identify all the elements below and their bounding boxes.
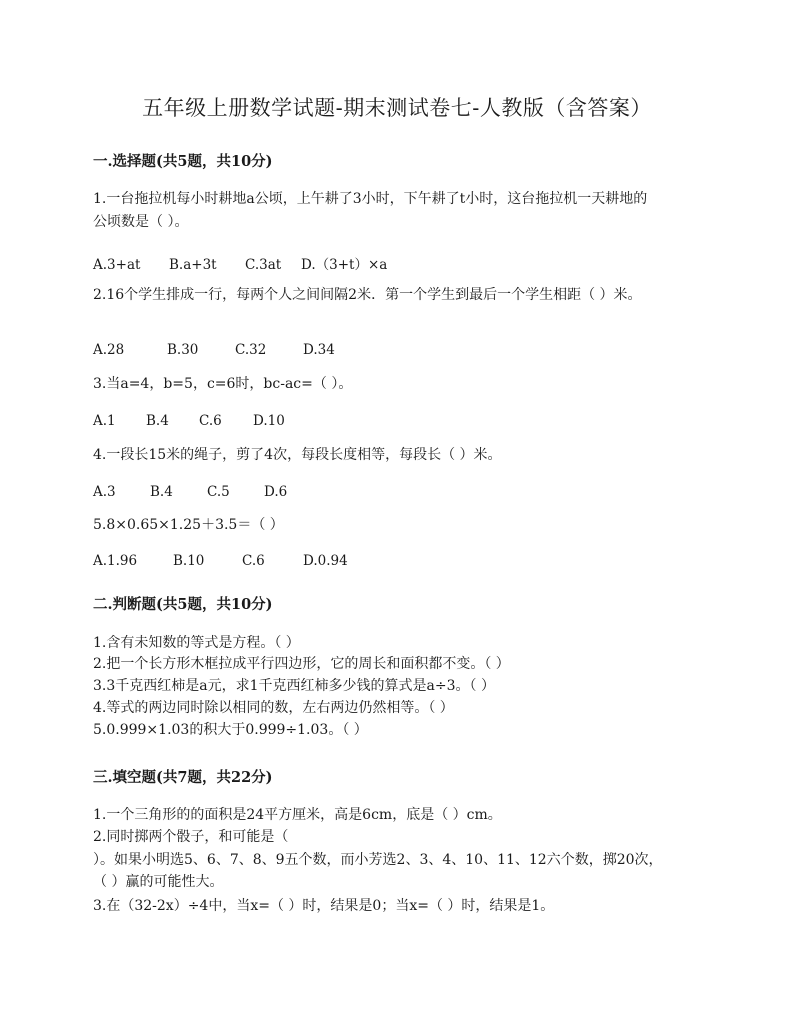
question-2-options	[93, 342, 335, 358]
question-4-options	[93, 484, 287, 500]
question-5-options	[93, 553, 348, 569]
option-c: C.6	[242, 553, 265, 569]
question-1-line2: 公顷数是（ ）。	[93, 214, 189, 230]
option-a: A.3+at	[93, 257, 141, 273]
judgment-item-5: 5.0.999×1.03的积大于0.999÷1.03。（ ）	[93, 722, 368, 738]
section1-heading: 一.选择题(共5题，共10分)	[93, 153, 273, 170]
fill-item-2-line2: ）。如果小明选5、6、7、8、9五个数，而小芳选2、3、4、10、11、12六个数，掷20次，	[93, 852, 663, 868]
question-5: 5.8×0.65×1.25＋3.5＝（ ）	[93, 517, 284, 533]
option-a: A.28	[93, 342, 125, 358]
option-c: C.3at	[245, 257, 282, 273]
question-1-line1: 1.一台拖拉机每小时耕地a公顷，上午耕了3小时，下午耕了t小时，这台拖拉机一天耕地的	[93, 191, 648, 207]
option-b: B.4	[150, 484, 173, 500]
judgment-item-3: 3.3千克西红柿是a元，求1千克西红柿多少钱的算式是a÷3。（ ）	[93, 678, 495, 694]
option-c: C.5	[207, 484, 230, 500]
page-title: 五年级上册数学试题-期末测试卷七-人教版（含答案）	[142, 96, 652, 120]
fill-item-1: 1.一个三角形的的面积是24平方厘米，高是6cm，底是（ ）cm。	[93, 807, 502, 823]
question-3: 3.当a=4，b=5，c=6时，bc-ac=（ ）。	[93, 376, 353, 392]
option-a: A.3	[93, 484, 116, 500]
section3-heading: 三.填空题(共7题，共22分)	[93, 769, 273, 786]
fill-item-3: 3.在（32-2x）÷4中，当x=（ ）时，结果是0；当x=（ ）时，结果是1。	[93, 898, 555, 914]
judgment-item-2: 2.把一个长方形木框拉成平行四边形，它的周长和面积都不变。（ ）	[93, 656, 510, 672]
option-d: D.0.94	[303, 553, 348, 569]
option-d: D.10	[253, 413, 285, 429]
option-b: B.10	[173, 553, 205, 569]
question-2: 2.16个学生排成一行，每两个人之间间隔2米．第一个学生到最后一个学生相距（ ）米。	[93, 287, 642, 303]
option-c: C.6	[199, 413, 222, 429]
option-b: B.30	[167, 342, 199, 358]
section2-heading: 二.判断题(共5题，共10分)	[93, 596, 273, 613]
fill-item-2-line1: 2.同时掷两个骰子，和可能是（	[93, 829, 289, 845]
question-3-options	[93, 413, 285, 429]
option-b: B.a+3t	[169, 257, 217, 273]
option-d: D.6	[264, 484, 288, 500]
fill-item-2-line3: （ ）赢的可能性大。	[93, 874, 224, 890]
option-a: A.1	[93, 413, 116, 429]
option-c: C.32	[235, 342, 267, 358]
option-d: D.34	[303, 342, 335, 358]
option-a: A.1.96	[93, 553, 138, 569]
judgment-item-1: 1.含有未知数的等式是方程。（ ）	[93, 635, 300, 651]
question-1-options	[93, 253, 387, 273]
question-4: 4.一段长15米的绳子，剪了4次，每段长度相等，每段长（ ）米。	[93, 447, 502, 463]
option-b: B.4	[146, 413, 169, 429]
judgment-item-4: 4.等式的两边同时除以相同的数，左右两边仍然相等。（ ）	[93, 700, 454, 716]
option-d: D.（3+t）×a	[301, 257, 388, 273]
